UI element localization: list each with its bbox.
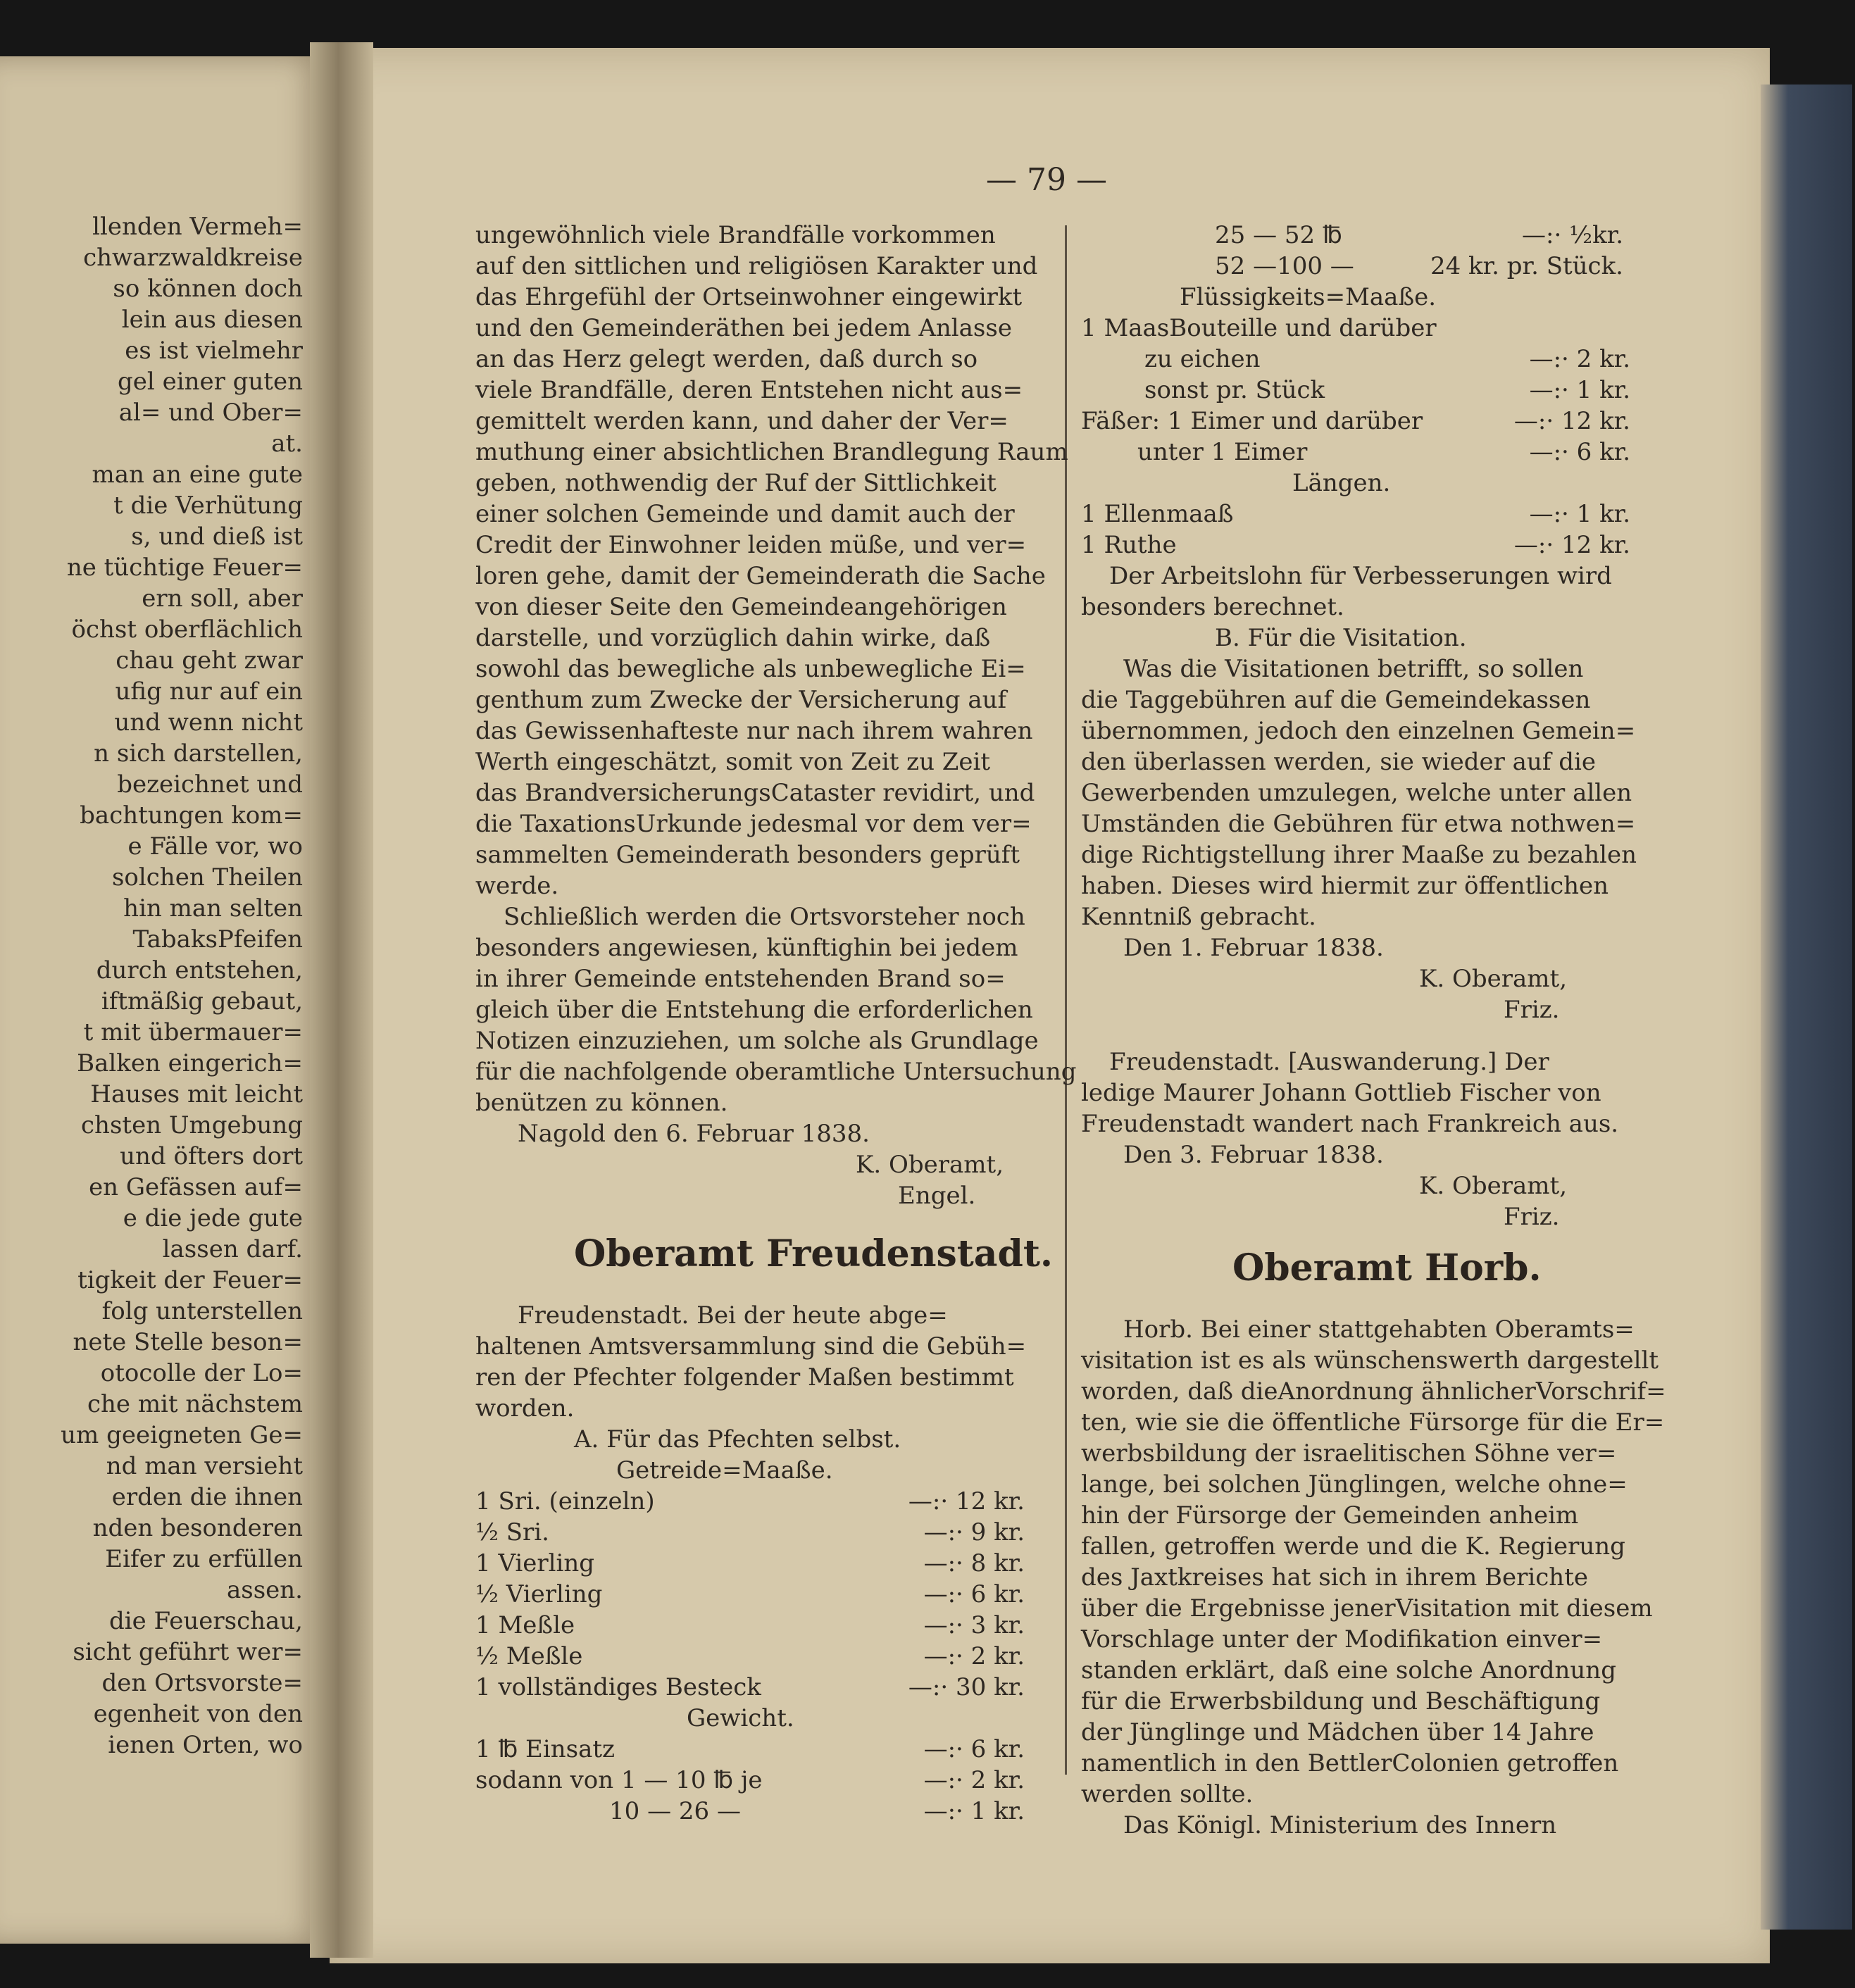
office-line: K. Oberamt, (856, 1151, 1004, 1179)
text-line: besonders berechnet. (1081, 593, 1344, 621)
table-item: 1 Ruthe (1081, 531, 1177, 559)
fragment-line: egenheit von den (93, 1700, 303, 1728)
table-item: 1 Vierling (475, 1549, 595, 1577)
table-price: —:· ½kr. (1522, 221, 1623, 249)
fragment-line: e die jede gute (123, 1204, 303, 1232)
fragment-line: so können doch (113, 275, 303, 303)
fragment-line: es ist vielmehr (125, 337, 303, 365)
table-price: —:· 1 kr. (1529, 500, 1630, 528)
text-line: übernommen, jedoch den einzelnen Gemein= (1081, 717, 1636, 745)
table-item: 52 —100 — (1215, 252, 1354, 280)
subheading: Getreide=Maaße. (616, 1456, 833, 1484)
fragment-line: Hauses mit leicht (90, 1080, 303, 1108)
text-line: werde. (475, 872, 559, 900)
text-line: fallen, getroffen werde und die K. Regierung (1081, 1532, 1625, 1561)
text-line: Umständen die Gebühren für etwa nothwen= (1081, 810, 1636, 838)
fragment-line: bachtungen kom= (80, 801, 303, 830)
table-item: Fäßer: 1 Eimer und darüber (1081, 407, 1423, 435)
text-line: in ihrer Gemeinde entstehenden Brand so= (475, 965, 1006, 993)
text-line: dige Richtigstellung ihrer Maaße zu bezahlen (1081, 841, 1637, 869)
fragment-line: solchen Theilen (111, 863, 303, 892)
fragment-line: lassen darf. (162, 1235, 303, 1263)
fragment-line: sicht geführt wer= (73, 1638, 303, 1666)
table-price: —:· 1 kr. (923, 1797, 1025, 1825)
fragment-line: durch entstehen, (96, 956, 303, 984)
table-item: 1 Ellenmaaß (1081, 500, 1234, 528)
text-line: hin der Fürsorge der Gemeinden anheim (1081, 1501, 1579, 1530)
text-line: für die nachfolgende oberamtliche Untersuchung (475, 1058, 1077, 1086)
table-price: —:· 6 kr. (1529, 438, 1630, 466)
text-line: geben, nothwendig der Ruf der Sittlichkeit (475, 469, 997, 497)
table-price: —:· 12 kr. (908, 1487, 1025, 1515)
table-price: —:· 8 kr. (923, 1549, 1025, 1577)
text-line: Das Königl. Ministerium des Innern (1123, 1811, 1557, 1839)
table-price: —:· 30 kr. (908, 1673, 1025, 1701)
fragment-line: nd man versieht (106, 1452, 303, 1480)
text-line: muthung einer absichtlichen Brandlegung Raum (475, 438, 1068, 466)
text-line: Was die Visitationen betrifft, so sollen (1123, 655, 1584, 683)
fragment-line: llenden Vermeh= (92, 213, 303, 241)
office-line: K. Oberamt, (1419, 1172, 1568, 1200)
text-line: Vorschlage unter der Modifikation einver= (1081, 1625, 1603, 1653)
text-line: Horb. Bei einer stattgehabten Oberamts= (1123, 1315, 1635, 1344)
table-item: 25 — 52 ℔ (1215, 221, 1342, 249)
fragment-line: iftmäßig gebaut, (101, 987, 303, 1015)
table-price: —:· 2 kr. (1529, 345, 1630, 373)
table-item: 1 vollständiges Besteck (475, 1673, 761, 1701)
text-line: für die Erwerbsbildung und Beschäftigung (1081, 1687, 1601, 1715)
text-line: Schließlich werden die Ortsvorsteher noch (504, 903, 1025, 931)
fragment-line: den Ortsvorste= (101, 1669, 303, 1697)
fragment-line: nete Stelle beson= (73, 1328, 303, 1356)
fragment-line: und wenn nicht (114, 708, 303, 737)
fragment-line: hin man selten (123, 894, 303, 923)
table-item: 10 — 26 — (609, 1797, 741, 1825)
text-line: Gewerbenden umzulegen, welche unter allen (1081, 779, 1632, 807)
fragment-line: t die Verhütung (113, 492, 303, 520)
table-price: —:· 6 kr. (923, 1580, 1025, 1608)
subheading: Gewicht. (687, 1704, 794, 1732)
text-line: einer solchen Gemeinde und damit auch der (475, 500, 1015, 528)
fragment-line: otocolle der Lo= (100, 1359, 303, 1387)
fragment-line: chau geht zwar (115, 646, 303, 675)
text-line: Werth eingeschätzt, somit von Zeit zu Zeit (475, 748, 991, 776)
date-line: Den 3. Februar 1838. (1123, 1141, 1384, 1169)
fragment-line: die Feuerschau, (108, 1607, 303, 1635)
section-heading: Oberamt Horb. (1232, 1246, 1542, 1289)
fragment-line: ufig nur auf ein (115, 677, 303, 706)
text-line: Notizen einzuziehen, um solche als Grundlage (475, 1027, 1039, 1055)
text-line: viele Brandfälle, deren Entstehen nicht aus= (475, 376, 1023, 404)
text-line: worden. (475, 1394, 575, 1423)
fragment-line: folg unterstellen (101, 1297, 303, 1325)
fragment-line: en Gefässen auf= (89, 1173, 303, 1201)
fragment-line: ne tüchtige Feuer= (66, 554, 303, 582)
table-item: sonst pr. Stück (1144, 376, 1325, 404)
text-line: worden, daß dieAnordnung ähnlicherVorschrif= (1081, 1377, 1666, 1406)
table-price: —:· 3 kr. (923, 1611, 1025, 1639)
subheading: B. Für die Visitation. (1215, 624, 1467, 652)
date-line: Den 1. Februar 1838. (1123, 934, 1384, 962)
table-item: unter 1 Eimer (1137, 438, 1308, 466)
text-line: des Jaxtkreises hat sich in ihrem Berichte (1081, 1563, 1588, 1592)
text-line: sowohl das bewegliche als unbewegliche Ei= (475, 655, 1026, 683)
fragment-line: TabaksPfeifen (132, 925, 303, 954)
table-item: ½ Vierling (475, 1580, 603, 1608)
fragment-line: assen. (227, 1576, 303, 1604)
text-line: und den Gemeinderäthen bei jedem Anlasse (475, 314, 1012, 342)
fragment-line: at. (271, 430, 303, 458)
text-line: die TaxationsUrkunde jedesmal vor dem ver= (475, 810, 1032, 838)
text-line: ungewöhnlich viele Brandfälle vorkommen (475, 221, 996, 249)
text-line: das Gewissenhafteste nur nach ihrem wahren (475, 717, 1033, 745)
fragment-line: lein aus diesen (121, 306, 303, 334)
text-line: werbsbildung der israelitischen Söhne ver= (1081, 1439, 1617, 1468)
text-line: gleich über die Entstehung die erforderlichen (475, 996, 1033, 1024)
date-line: Nagold den 6. Februar 1838. (518, 1120, 870, 1148)
book-gutter (310, 42, 373, 1958)
table-price: —:· 2 kr. (923, 1766, 1025, 1794)
text-line: benützen zu können. (475, 1089, 728, 1117)
text-line: lange, bei solchen Jünglingen, welche ohne= (1081, 1470, 1628, 1499)
table-item: ½ Meßle (475, 1642, 583, 1670)
text-line: genthum zum Zwecke der Versicherung auf (475, 686, 1007, 714)
table-price: —:· 9 kr. (923, 1518, 1025, 1546)
text-line: werden sollte. (1081, 1780, 1254, 1808)
fragment-line: n sich darstellen, (94, 739, 303, 768)
fragment-line: al= und Ober= (118, 399, 303, 427)
text-line: Freudenstadt wandert nach Frankreich aus. (1081, 1110, 1619, 1138)
text-line: Credit der Einwohner leiden müße, und ver= (475, 531, 1027, 559)
text-line: der Jünglinge und Mädchen über 14 Jahre (1081, 1718, 1594, 1746)
table-item: zu eichen (1144, 345, 1261, 373)
table-item: 1 Sri. (einzeln) (475, 1487, 655, 1515)
text-line: von dieser Seite den Gemeindeangehörigen (475, 593, 1007, 621)
table-price: —:· 2 kr. (923, 1642, 1025, 1670)
table-price: 24 kr. pr. Stück. (1430, 252, 1623, 280)
text-line: Freudenstadt. [Auswanderung.] Der (1109, 1048, 1549, 1076)
fragment-line: bezeichnet und (117, 770, 303, 799)
fragment-line: erden die ihnen (111, 1483, 303, 1511)
text-line: Der Arbeitslohn für Verbesserungen wird (1109, 562, 1612, 590)
text-line: gemittelt werden kann, und daher der Ver= (475, 407, 1008, 435)
table-item: ½ Sri. (475, 1518, 549, 1546)
fragment-line: Eifer zu erfüllen (105, 1545, 303, 1573)
fragment-line: e Fälle vor, wo (127, 832, 303, 861)
text-line: besonders angewiesen, künftighin bei jedem (475, 934, 1018, 962)
text-line: an das Herz gelegt werden, daß durch so (475, 345, 978, 373)
table-item: 1 Meßle (475, 1611, 575, 1639)
fragment-line: man an eine gute (92, 461, 303, 489)
text-line: das BrandversicherungsCataster revidirt, und (475, 779, 1035, 807)
fragment-line: chwarzwaldkreise (83, 244, 303, 272)
page-number: — 79 — (986, 162, 1107, 198)
subheading: A. Für das Pfechten selbst. (574, 1425, 901, 1454)
book-cover-edge (1761, 85, 1852, 1930)
text-line: darstelle, und vorzüglich dahin wirke, daß (475, 624, 991, 652)
text-line: ledige Maurer Johann Gottlieb Fischer von (1081, 1079, 1601, 1107)
subheading: Flüssigkeits=Maaße. (1180, 283, 1437, 311)
text-line: sammelten Gemeinderath besonders geprüft (475, 841, 1020, 869)
section-heading: Oberamt Freudenstadt. (574, 1232, 1053, 1275)
fragment-line: gel einer guten (118, 368, 303, 396)
fragment-line: che mit nächstem (87, 1390, 303, 1418)
fragment-line: um geeigneten Ge= (61, 1421, 303, 1449)
table-item: 1 ℔ Einsatz (475, 1735, 615, 1763)
table-price: —:· 1 kr. (1529, 376, 1630, 404)
text-line: den überlassen werden, sie wieder auf die (1081, 748, 1596, 776)
fragment-line: ienen Orten, wo (108, 1731, 303, 1759)
fragment-line: chsten Umgebung (81, 1111, 303, 1139)
signature: Friz. (1504, 996, 1560, 1024)
subheading: Längen. (1292, 469, 1391, 497)
fragment-line: t mit übermauer= (83, 1018, 303, 1046)
fragment-line: ern soll, aber (142, 584, 303, 613)
fragment-line: öchst oberflächlich (71, 615, 303, 644)
signature: Engel. (898, 1182, 976, 1210)
text-line: Freudenstadt. Bei der heute abge= (518, 1301, 948, 1330)
table-price: —:· 6 kr. (923, 1735, 1025, 1763)
text-line: standen erklärt, daß eine solche Anordnung (1081, 1656, 1616, 1684)
text-line: das Ehrgefühl der Ortseinwohner eingewirkt (475, 283, 1023, 311)
table-item: sodann von 1 — 10 ℔ je (475, 1766, 763, 1794)
text-line: ren der Pfechter folgender Maßen bestimmt (475, 1363, 1014, 1392)
table-item: 1 MaasBouteille und darüber (1081, 314, 1437, 342)
text-line: visitation ist es als wünschenswerth dargestellt (1081, 1346, 1659, 1375)
fragment-line: tigkeit der Feuer= (77, 1266, 303, 1294)
text-line: ten, wie sie die öffentliche Fürsorge für die Er= (1081, 1408, 1665, 1437)
text-line: namentlich in den BettlerColonien getroffen (1081, 1749, 1619, 1777)
signature: Friz. (1504, 1203, 1560, 1231)
text-line: haben. Dieses wird hiermit zur öffentlichen (1081, 872, 1609, 900)
text-line: Kenntniß gebracht. (1081, 903, 1316, 931)
text-line: über die Ergebnisse jenerVisitation mit diesem (1081, 1594, 1653, 1623)
text-line: loren gehe, damit der Gemeinderath die Sache (475, 562, 1046, 590)
fragment-line: s, und dieß ist (131, 523, 303, 551)
fragment-line: und öfters dort (120, 1142, 303, 1170)
table-price: —:· 12 kr. (1513, 407, 1630, 435)
fragment-line: Balken eingerich= (77, 1049, 303, 1077)
text-line: die Taggebühren auf die Gemeindekassen (1081, 686, 1591, 714)
office-line: K. Oberamt, (1419, 965, 1568, 993)
fragment-line: nden besonderen (92, 1514, 303, 1542)
text-line: auf den sittlichen und religiösen Karakter und (475, 252, 1038, 280)
table-price: —:· 12 kr. (1513, 531, 1630, 559)
text-line: haltenen Amtsversammlung sind die Gebüh= (475, 1332, 1027, 1361)
